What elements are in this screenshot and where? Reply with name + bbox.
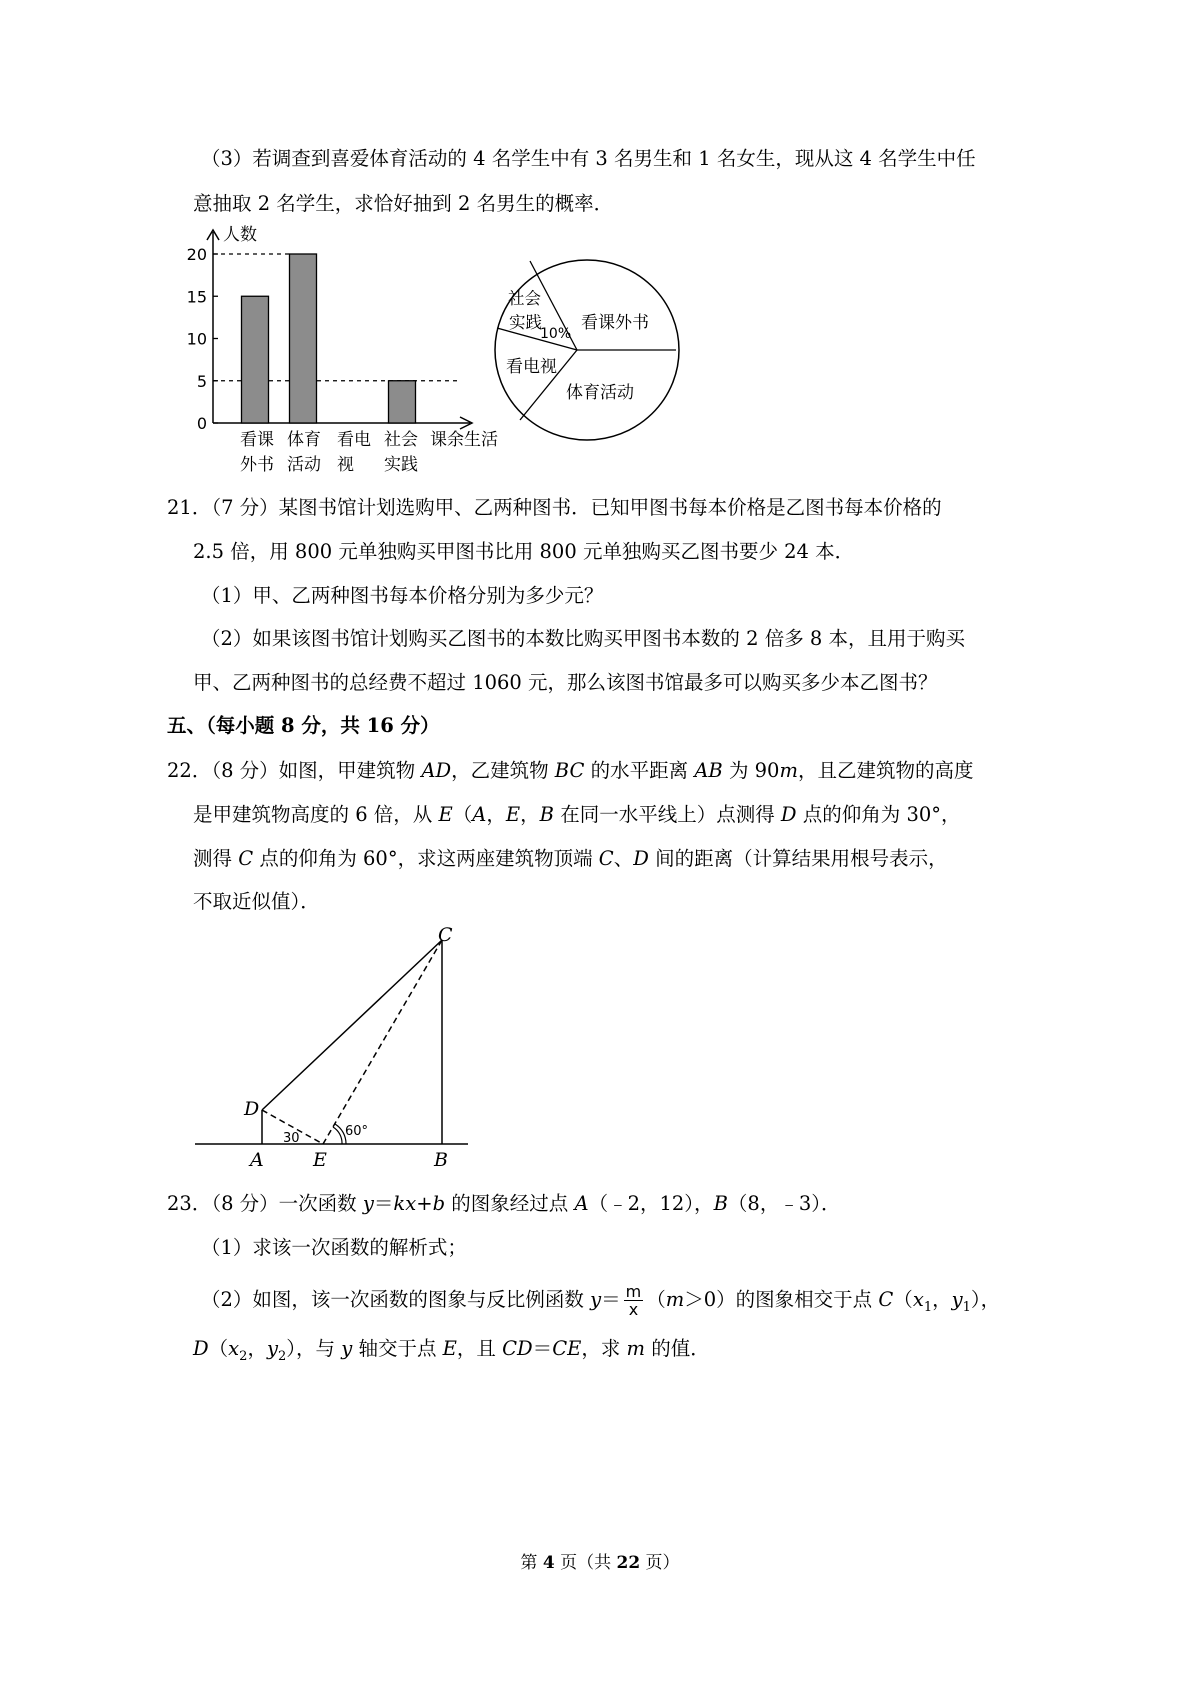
- q23-part2-line1: （2）如图，该一次函数的图象与反比例函数 y＝ $\frac{m}{x}$ （m＞0）的图象相交于点 $C(x_1$，$y_1$），: [201, 1282, 1001, 1319]
- y-axis-title: 人数: [223, 225, 257, 245]
- angle-60-label: 60°: [345, 1124, 369, 1139]
- q22-line2: 是甲建筑物高度的 6 倍，从 E（A，E，B 在同一水平线上）点测得 D 点的仰角为 30°，: [193, 803, 961, 826]
- bar-2: [290, 254, 317, 423]
- q20-part3-line2: 意抽取 2 名学生，求恰好抽到 2 名男生的概率．: [193, 192, 614, 215]
- bar-4: [389, 381, 416, 423]
- category-label-2a: 体育: [287, 430, 321, 450]
- angle-30-label: 30: [283, 1131, 300, 1146]
- label-A: A: [250, 1149, 264, 1170]
- q21-part1: （1）甲、乙两种图书每本价格分别为多少元？: [201, 584, 604, 607]
- category-label-1a: 看课: [240, 430, 274, 450]
- pie-label-tv: 看电视: [506, 357, 557, 377]
- q22-line3: 测得 C 点的仰角为 60°，求这两座建筑物顶端 C、D 间的距离（计算结果用根号表示，: [193, 847, 948, 870]
- page-footer: 第 4 页（共 22 页）: [520, 1553, 680, 1573]
- q23-part1: （1）求该一次函数的解析式；: [201, 1236, 467, 1259]
- category-label-3a: 看电: [337, 430, 371, 450]
- category-label-4a: 社会: [384, 430, 418, 450]
- geometry-figure: [190, 925, 490, 1170]
- segment-CD: [262, 940, 442, 1110]
- bars: [242, 254, 416, 423]
- pie-label-social-1: 社会: [508, 289, 541, 308]
- label-C: C: [438, 925, 453, 946]
- q21-part2-line2: 甲、乙两种图书的总经费不超过 1060 元，那么该图书馆最多可以购买多少本乙图书？: [193, 671, 938, 694]
- q21-part2-line1: （2）如果该图书馆计划购买乙图书的本数比购买甲图书本数的 2 倍多 8 本，且用于购买: [201, 627, 966, 650]
- label-B: B: [434, 1149, 448, 1170]
- label-E: E: [313, 1149, 327, 1170]
- q21-line2: 2.5 倍，用 800 元单独购买甲图书比用 800 元单独购买乙图书要少 24 本．: [193, 540, 855, 563]
- bar-1: [242, 296, 269, 423]
- q22-line1: 22．（8 分）如图，甲建筑物 AD，乙建筑物 BC 的水平距离 AB 为 90m，且乙建筑物的高度: [167, 759, 974, 782]
- q21-line1: 21．（7 分）某图书馆计划选购甲、乙两种图书．已知甲图书每本价格是乙图书每本价格的: [167, 496, 942, 519]
- y-tick-label: 0: [196, 414, 207, 433]
- category-label-3b: 视: [337, 455, 354, 475]
- section-heading: 五、（每小题 8 分，共 16 分）: [167, 714, 440, 737]
- label-D: D: [244, 1098, 260, 1120]
- segment-EC-dashed: [323, 940, 442, 1144]
- y-tick-label: 10: [186, 329, 207, 349]
- q23-line1: 23．（8 分）一次函数 y＝kx+b 的图象经过点 A（﹣2，12），B（8，﹣3）．: [167, 1192, 841, 1215]
- y-tick-label: 15: [186, 287, 207, 307]
- category-label-4b: 实践: [384, 455, 418, 475]
- pie-label-social-percent: 10%: [540, 326, 572, 342]
- y-tick-label: 5: [196, 371, 207, 391]
- pie-label-books: 看课外书: [581, 313, 649, 333]
- category-label-1b: 外书: [240, 455, 274, 475]
- category-label-2b: 活动: [287, 455, 321, 475]
- q23-part2-line2: $D(x_2$，$y_2$），与 y 轴交于点 E，且 CD＝CE，求 m 的值．: [193, 1337, 710, 1364]
- fraction-m-over-x: $\frac{m}{x}$: [625, 1282, 642, 1319]
- x-axis-title: 课余生活: [430, 430, 498, 450]
- q20-part3-line1: （3）若调查到喜爱体育活动的 4 名学生中有 3 名男生和 1 名女生，现从这 4 名学生中任: [201, 147, 976, 170]
- pie-label-social-2: 实践: [509, 313, 542, 332]
- pie-chart: [492, 258, 682, 442]
- y-tick-label: 20: [186, 245, 207, 264]
- bar-chart: [180, 222, 520, 482]
- pie-label-sports: 体育活动: [566, 383, 634, 403]
- q22-line4: 不取近似值）．: [193, 890, 320, 913]
